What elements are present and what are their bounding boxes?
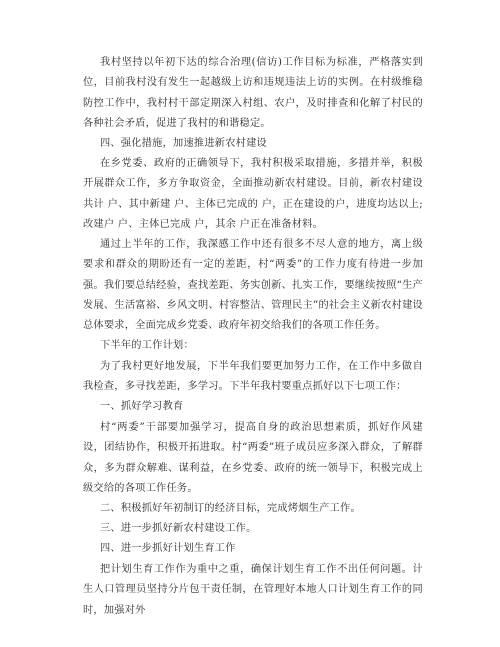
paragraph-half-year-summary: 通过上半年的工作，我深感工作中还有很多不尽人意的地方，离上级要求和群众的期盼还有一定的差距，村“两委”的工作力度有待进一步加强。我们要总结经验，查找差距、务实创新、扎实工作，要继续按照“生产发展、生活富裕、乡风文明、村容整洁、管理民主”的社会主义新农村建设总体要求，全面完成乡党委、政府年初交给我们的各项工作任务。 <box>83 239 423 332</box>
list-item-study-education: 一、抓好学习教育 <box>100 401 184 412</box>
list-item-rural-construction: 三、进一步抓好新农村建设工作。 <box>100 523 257 534</box>
paragraph-family-planning: 把计划生育工作作为重中之重，确保计划生育工作不出任何问题。计生人口管理员坚持分片包干责任制，在管理好本地人口计划生育工作的同时，加强对外 <box>83 564 423 616</box>
list-item-family-planning: 四、进一步抓好计划生育工作 <box>100 543 236 554</box>
list-item-economic-target: 二、积极抓好年初制订的经济目标，完成烤烟生产工作。 <box>100 503 361 514</box>
paragraph-study-education: 村“两委”干部要加强学习，提高自身的政治思想素质，抓好作风建设，团结协作，积极开拓进取。村“两委”班子成员应多深入群众，了解群众，多为群众解难、谋利益，在乡党委、政府的统一领导下，积极完成上级交给的各项工作任务。 <box>83 422 423 494</box>
paragraph-plan-intro: 为了我村更好地发展，下半年我们要更加努力工作，在工作中多做自我检查，多寻找差距，多学习。下半年我村要重点抓好以下七项工作： <box>83 361 423 393</box>
heading-new-rural-construction: 四、强化措施，加速推进新农村建设 <box>100 138 267 149</box>
paragraph-rural-construction-progress: 在乡党委、政府的正确领导下，我村积极采取措施，多措并举，积极开展群众工作，多方争取资金，全面推动新农村建设。目前，新农村建设共计 户、其中新建 户、主体已完成的 户，正在建设的户，进度均达以上;改建户 户、主体已完成 户，其余 户正在准备材料。 <box>83 158 423 230</box>
heading-second-half-plan: 下半年的工作计划： <box>100 340 194 351</box>
paragraph-comprehensive-governance: 我村坚持以年初下达的综合治理(信访)工作目标为标准，严格落实到位，目前我村没有发生一起越级上访和违规违法上访的实例。在村级维稳防控工作中，我村村干部定期深入村组、农户，及时排查和化解了村民的各种社会矛盾，促进了我村的和谐稳定。 <box>83 57 423 129</box>
